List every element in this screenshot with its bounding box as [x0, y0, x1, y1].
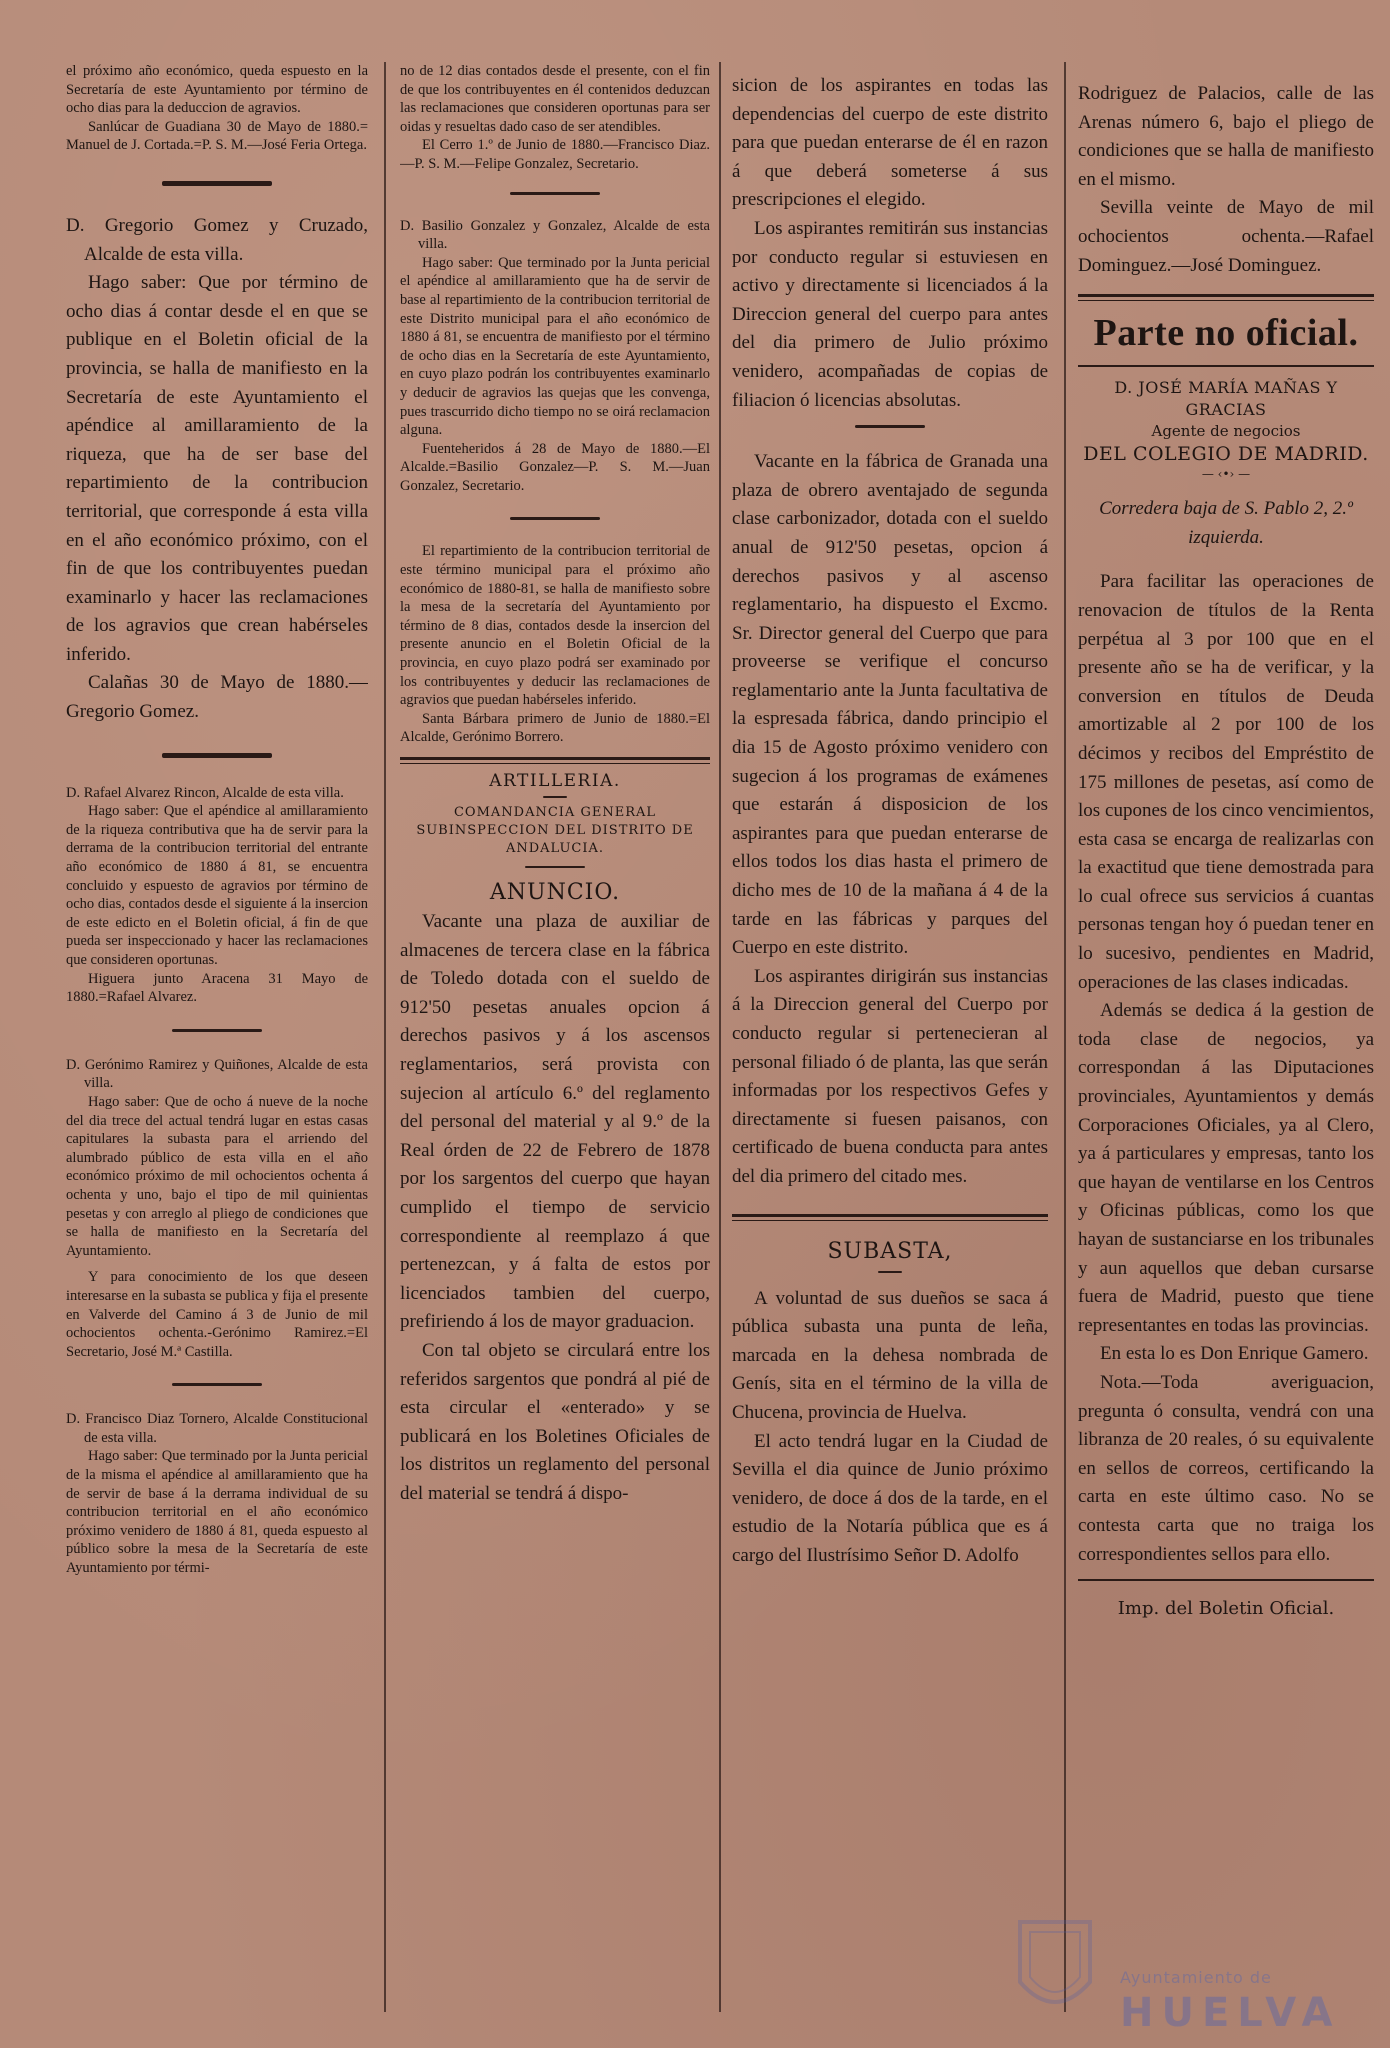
column-rule-2 [719, 62, 721, 2012]
text-c2-p1: no de 12 dias contados desde el presente, con el fin de que los contribuyentes en él contenidos deduzcan las reclamaciones que consideren oportunas para ser oidas y resueltas dado caso de ser atendibles. [400, 63, 710, 135]
text-c1-p2: Sanlúcar de Guadiana 30 de Mayo de 1880.= Manuel de J. Cortada.=P. S. M.—José Feria Ortega. [66, 118, 368, 154]
text-c4-p1: Rodriguez de Palacios, calle de las Arenas número 6, bajo el pliego de condiciones que se halla de manifiesto en el mismo. [1078, 83, 1374, 190]
notice-body-diaz: Hago saber: Que terminado por la Junta pericial de la misma el apéndice al amillaramiento que ha de servir de base á la derrama individual de su contribucion territorial en el año económico próximo venidero de 1880 á 81, queda espuesto al público sobre la mesa de la Secretaría de este Ayuntamiento por térmi- [66, 1448, 368, 1577]
watermark-line2: HUELVA [1120, 1990, 1341, 2036]
text-c3-p2: Los aspirantes remitirán sus instancias por conducto regular si estuviesen en activo y directamente si licenciados á la Direccion general del cuerpo para antes del dia primero de Julio próximo venidero, acompañadas de copias de filiacion ó licencias absolutas. [732, 217, 1048, 411]
column-1 [66, 62, 368, 1578]
text-c3-p5: A voluntad de sus dueños se saca á pública subasta una punta de leña, marcada en la dehesa nombrada de Genís, sita en el término de la villa de Chucena, provincia de Huelva. [732, 1287, 1048, 1423]
anuncio-body-1: Vacante una plaza de auxiliar de almacenes de tercera clase en la fábrica de Toledo dotada con el sueldo de 912'50 pesetas anuales opcion á derechos pasivos y á los ascensos reglamentarios, será provista con sujecion al artículo 6.º del reglamento del personal del material y al 9.º de la Real órden de 22 de Febrero de 1878 por los sargentos del cuerpo que hayan cumplido el tiempo de servicio correspondiente al reemplazo á que pertenezcan, y á falta de estos por licenciados tambien del cuerpo, prefiriendo á los de mayor graduacion. [400, 911, 710, 1333]
separator [878, 1271, 902, 1273]
notice-body-ramirez: Hago saber: Que de ocho á nueve de la noche del dia trece del actual tendrá lugar en estas casas capitulares la subasta para el arriendo del alumbrado público de esta villa en el año económico próximo de mil ochocientos ochenta á ochenta y uno, bajo el tipo de mil quinientas pesetas y con arreglo al pliego de condiciones que se halla de manifiesto en la Secretaría del Ayuntamiento. [66, 1093, 368, 1259]
section-title-subasta: SUBASTA, [827, 1238, 953, 1264]
section-rule [1078, 294, 1374, 301]
agent-name: D. JOSÉ MARÍA MAÑAS Y GRACIAS [1114, 378, 1338, 420]
notice-heading-basilio: D. Basilio Gonzalez y Gonzalez, Alcalde de esta villa. [400, 217, 710, 253]
column-2 [400, 62, 710, 1508]
agent-address: Corredera baja de S. Pablo 2, 2.º izquierda. [1099, 498, 1353, 548]
notice-sign-alvarez: Higuera junto Aracena 31 Mayo de 1880.=Rafael Alvarez. [66, 970, 368, 1006]
text-c4-p2: Sevilla veinte de Mayo de mil ochocientos ochenta.—Rafael Dominguez.—José Dominguez. [1078, 197, 1374, 276]
notice-heading-alvarez: D. Rafael Alvarez Rincon, Alcalde de esta villa. [66, 784, 344, 801]
column-4 [1078, 80, 1374, 1621]
watermark-line1: Ayuntamiento de [1120, 1968, 1272, 1987]
notice-body-ramirez-2: Y para conocimiento de los que deseen interesarse en la subasta se publica y fija el presente en Valverde del Camino á 3 de Junio de mil ochocientos ochenta.-Gerónimo Ramirez.=El Secretario, José M.ª Castilla. [66, 1269, 368, 1360]
subsection-comandancia: COMANDANCIA GENERAL SUBINSPECCION DEL DISTRITO DE ANDALUCIA. [416, 805, 694, 856]
text-c3-p6: El acto tendrá lugar en la Ciudad de Sevilla el dia quince de Junio próximo venidero, de doce á dos de la tarde, en el estudio de la Notaría pública que es á cargo del Ilustrísimo Señor D. Adolfo [732, 1430, 1048, 1566]
section-title-anuncio: ANUNCIO. [489, 880, 621, 905]
text-c3-p1: sicion de los aspirantes en todas las dependencias del cuerpo de este distrito para que puedan enterarse de él en razon á que deberá someterse á sus prescripciones el elegido. [732, 75, 1048, 211]
text-c4-p4: Además se dedica á la gestion de toda clase de negocios, ya correspondan á las Diputaciones provinciales, Ayuntamientos y demás Corporaciones Oficiales, ya al Clero, ya á particulares y empresas, tanto los que hayan de ventilarse en los Centros y Oficinas públicas, como los que hayan de sustanciarse en los tribunales y aun aquellos que deban cursarse fuera de Madrid, puesto que tiene representantes en todas las provincias. [1078, 1000, 1374, 1336]
text-c1-p1: el próximo año económico, queda espuesto en la Secretaría de este Ayuntamiento por término de ocho dias para la deduccion de agravios. [66, 63, 368, 117]
anuncio-body-2: Con tal objeto se circulará entre los referidos sargentos que pondrá al pié de esta circular el «enterado» y se publicará en los Boletines Oficiales de los distritos un reglamento del personal del material se tendrá á dispo- [400, 1339, 710, 1504]
notice-body-alvarez: Hago saber: Que el apéndice al amillaramiento de la riqueza contributiva que ha de servir para la derrama de la contribucion territorial del entrante año económico de 1880 á 81, se encuentra concluido y espuesto de agravios por término de ocho dias, contados desde el siguiente á la insercion de este edicto en el Boletin oficial, á fin de que pueda ser inspeccionado y hacer las reclamaciones que consideren oportunas. [66, 803, 368, 968]
section-title-artilleria: ARTILLERIA. [489, 771, 621, 791]
notice-heading-ramirez: D. Gerónimo Ramirez y Quiñones, Alcalde de esta villa. [66, 1056, 368, 1092]
notice-sign-basilio: Fuenteheridos á 28 de Mayo de 1880.—El Alcalde.=Basilio Gonzalez—P. S. M.—Juan Gonzalez, Secretario. [400, 440, 710, 494]
notice-sign-barbara: Santa Bárbara primero de Junio de 1880.=El Alcalde, Gerónimo Borrero. [400, 710, 710, 746]
text-c3-p4: Los aspirantes dirigirán sus instancias á la Direccion general del Cuerpo por conducto regular si pertenecieran al personal filiado ó de planta, las que serán informadas por los respectivos Gefes y directamente si fuesen paisanos, con certificado de buena conducta para antes del dia primero del citado mes. [732, 965, 1048, 1187]
section-rule [732, 1214, 1048, 1221]
column-rule-3 [1064, 62, 1066, 2012]
agent-college: DEL COLEGIO DE MADRID. [1083, 443, 1369, 466]
notice-sign-gomez: Calañas 30 de Mayo de 1880.—Gregorio Gomez. [66, 672, 368, 723]
section-rule [400, 757, 710, 764]
agent-title: Agente de negocios [1151, 422, 1301, 441]
notice-body-basilio: Hago saber: Que terminado por la Junta pericial el apéndice al amillaramiento que ha de servir de base al repartimiento de la contribucion territorial de este Distrito municipal para el año económico de 1880 á 81, se encuentra de manifiesto por el término de ocho dias en la Secretaría de este Ayuntamiento, en cuyo plazo podrán los contribuyentes examinarlo y deducir de agravios las quejas que les convenga, pues trascurrido dicho tiempo no se oirá reclamacion alguna. [400, 254, 710, 439]
notice-heading-diaz: D. Francisco Diaz Tornero, Alcalde Constitucional de esta villa. [66, 1411, 368, 1446]
separator [525, 866, 585, 868]
ornament: — ‹•› — [1201, 467, 1251, 482]
printer-imprint: Imp. del Boletin Oficial. [1117, 1598, 1335, 1620]
column-rule-1 [384, 62, 386, 2012]
text-c4-p6: Nota.—Toda averiguacion, pregunta ó consulta, vendrá con una libranza de 20 reales, ó su equivalente en sellos de correos, certificando la carta en este último caso. No se contesta carta que no traiga los correspondientes sellos para ello. [1078, 1371, 1374, 1565]
section-title-parte-no-oficial: Parte no oficial. [1093, 312, 1359, 355]
separator [543, 796, 567, 798]
notice-body-barbara: El repartimiento de la contribucion territorial de este término municipal para el próximo año económico de 1880-81, se halla de manifiesto sobre la mesa de la secretaría del Ayuntamiento por término de 8 dias, contados desde la insercion del presente anuncio en el Boletin Oficial de la provincia, en cuyo plazo podrá ser examinado por los contribuyentes y deducir las reclamaciones de agravios que puedan habérseles inferido. [400, 543, 710, 709]
text-c4-p5: En esta lo es Don Enrique Gamero. [1100, 1343, 1369, 1365]
column-3 [732, 72, 1048, 1571]
notice-heading-gomez: D. Gregorio Gomez y Cruzado, Alcalde de esta villa. [66, 214, 368, 265]
notice-body-gomez: Hago saber: Que por término de ocho dias á contar desde el en que se publique en el Boletin oficial de la provincia, se halla de manifiesto en la Secretaría de este Ayuntamiento el apéndice al amillaramiento de la riqueza, que ha de ser base del repartimiento de la contribucion territorial, que corresponde á esta villa en el año económico próximo, con el fin de que los contribuyentes puedan examinarlo y hacer las reclamaciones de los agravios que crean habérseles inferido. [66, 272, 368, 665]
text-c4-p3: Para facilitar las operaciones de renovacion de títulos de la Renta perpétua al 3 por 100 que en el presente año se ha de verificar, y la conversion en títulos de Deuda amortizable al 2 por 100 de los décimos y recibos del Empréstito de 175 millones de pesetas, así como de los cupones de los cinco vencimientos, esta casa se encarga de realizarlas con la exactitud que tiene demostrada para lo cual ofrece sus servicios á cuantas personas tengan hoy ó puedan tener en lo sucesivo, pendientes en Madrid, operaciones de las clases indicadas. [1078, 571, 1374, 993]
text-c2-p2: El Cerro 1.º de Junio de 1880.—Francisco Diaz.—P. S. M.—Felipe Gonzalez, Secretario. [400, 137, 710, 172]
footer-rule [1078, 1579, 1374, 1581]
text-c3-p3: Vacante en la fábrica de Granada una plaza de obrero aventajado de segunda clase carbonizador, dotada con el sueldo anual de 912'50 pesetas, opcion á derechos pasivos y al ascenso reglamentario, ha dispuesto el Excmo. Sr. Director general del Cuerpo que para proveerse se verifique el concurso reglamentario ante la Junta facultativa de la espresada fábrica, dando principio el dia 15 de Agosto próximo venidero con sugecion á los programas de exámenes que estarán á disposicion de los aspirantes para que puedan enterarse de ellos todos los dias hasta el primero de dicho mes de 10 de la mañana á 4 de la tarde en las fábricas y parques del Cuerpo en este distrito. [732, 451, 1048, 959]
